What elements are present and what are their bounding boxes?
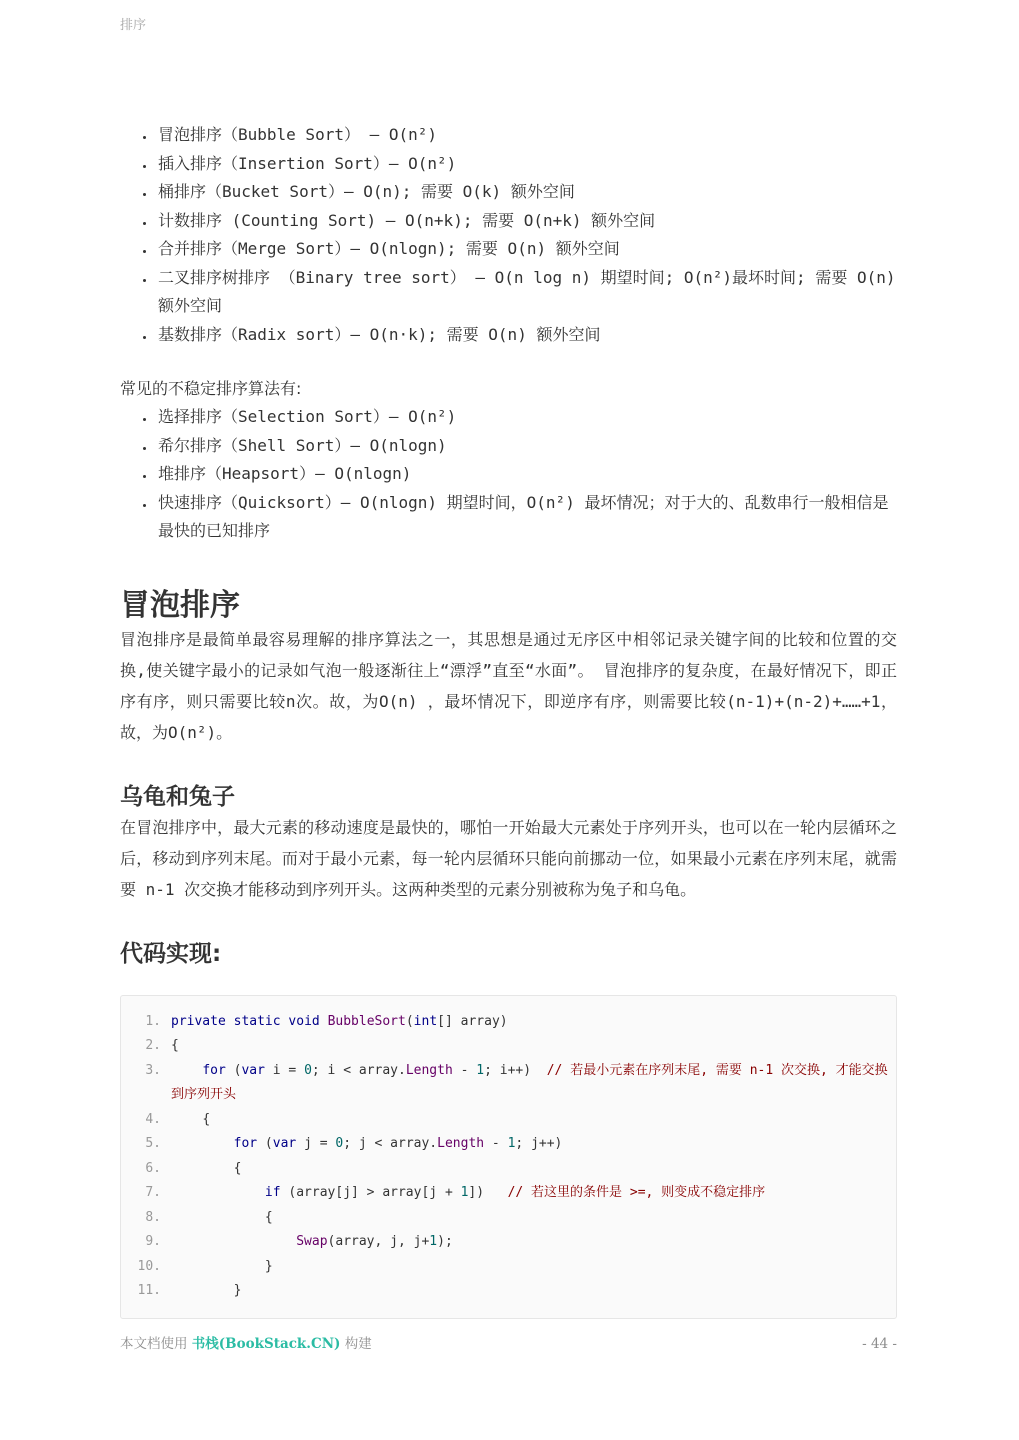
- code-line: [125, 1181, 888, 1206]
- page-number: - 44 -: [862, 1335, 897, 1352]
- code-text: {: [171, 1111, 211, 1127]
- code-line: [125, 1279, 888, 1304]
- code-line: [125, 1230, 888, 1255]
- list-item: • 基数排序（Radix sort）— O(n·k); 需要 O(n) 额外空间: [156, 321, 897, 350]
- code-line: [125, 1206, 888, 1231]
- code-text: for (var i = 0; i < array.Length - 1; i++) // 若最小元素在序列末尾, 需要 n-1 次交换, 才能交换到序列开头: [171, 1062, 888, 1102]
- list-item: • 选择排序（Selection Sort）— O(n²): [156, 403, 897, 432]
- code-text: {: [171, 1209, 273, 1225]
- turtle-rabbit-title: 乌龟和兔子: [120, 783, 235, 810]
- unstable-sort-list: [120, 403, 897, 546]
- code-text: private static void BubbleSort(int[] array): [171, 1013, 508, 1029]
- bubble-sort-paragraph: 冒泡排序是最简单最容易理解的排序算法之一，其思想是通过无序区中相邻记录关键字间的比较和位置的交换,使关键字最小的记录如气泡一般逐渐往上“漂浮”直至“水面”。 冒泡排序的复杂度，在最好情况下，即正序有序，则只需要比较n次。故，为O(n) ，最坏情况下，即逆序有序，则需要比较(n-1)+(n-2)+……+1，故，为O(n²)。: [120, 629, 897, 742]
- stable-sort-list: [120, 121, 897, 349]
- code-line: [125, 1059, 888, 1108]
- code-text: {: [171, 1038, 179, 1053]
- code-impl-title: 代码实现:: [120, 940, 222, 967]
- unstable-intro-text: 常见的不稳定排序算法有:: [120, 379, 302, 398]
- list-item: • 计数排序 (Counting Sort) — O(n+k); 需要 O(n+k) 额外空间: [156, 207, 897, 236]
- page-footer: [120, 1332, 897, 1352]
- code-line: [125, 1157, 888, 1182]
- footer-prefix: 本文档使用: [120, 1335, 192, 1352]
- line-number: 9.: [145, 1234, 161, 1249]
- line-number: 5.: [145, 1136, 161, 1151]
- code-line: [125, 1010, 888, 1035]
- line-number: 2.: [145, 1038, 161, 1053]
- code-text: }: [171, 1258, 273, 1274]
- line-number: 7.: [145, 1185, 161, 1200]
- code-line: [125, 1132, 888, 1157]
- line-number: 1.: [145, 1013, 161, 1029]
- line-number: 4.: [145, 1111, 161, 1127]
- code-text: Swap(array, j, j+1);: [296, 1234, 453, 1249]
- list-item: • 冒泡排序（Bubble Sort） — O(n²): [156, 121, 897, 150]
- line-number: 8.: [145, 1209, 161, 1225]
- line-number: 11.: [137, 1283, 161, 1298]
- turtle-rabbit-paragraph: 在冒泡排序中，最大元素的移动速度是最快的，哪怕一开始最大元素处于序列开头，也可以在一轮内层循环之后，移动到序列末尾。而对于最小元素，每一轮内层循环只能向前挪动一位，如果最小元素在序列末尾，就需要 n-1 次交换才能移动到序列开头。这两种类型的元素分别被称为兔子和乌龟。: [120, 817, 897, 899]
- list-item: • 插入排序（Insertion Sort）— O(n²): [156, 150, 897, 179]
- code-text: if (array[j] > array[j + 1]) // 若这里的条件是 >=, 则变成不稳定排序: [264, 1185, 766, 1200]
- list-item: • 希尔排序（Shell Sort）— O(nlogn): [156, 432, 897, 461]
- code-text: for (var j = 0; j < array.Length - 1; j++): [233, 1136, 563, 1151]
- list-item: • 桶排序（Bucket Sort）— O(n); 需要 O(k) 额外空间: [156, 178, 897, 207]
- code-line: [125, 1034, 888, 1059]
- code-line: [125, 1108, 888, 1133]
- footer-build-note: [120, 1332, 372, 1352]
- code-text: }: [171, 1283, 242, 1298]
- code-line: [125, 1255, 888, 1280]
- page-header-title: 排序: [120, 18, 147, 33]
- list-item: • 二叉排序树排序 （Binary tree sort） — O(n log n) 期望时间; O(n²)最坏时间; 需要 O(n) 额外空间: [156, 264, 897, 321]
- code-text: {: [171, 1160, 242, 1176]
- list-item: • 快速排序（Quicksort）— O(nlogn) 期望时间，O(n²) 最坏情况；对于大的、乱数串行一般相信是最快的已知排序: [156, 489, 897, 546]
- page-content: [120, 121, 897, 1352]
- code-block: [120, 995, 897, 1319]
- footer-suffix: 构建: [340, 1335, 372, 1352]
- bookstack-brand-link[interactable]: 书栈(BookStack.CN): [191, 1335, 341, 1352]
- bubble-sort-title: 冒泡排序: [120, 587, 240, 623]
- list-item: • 合并排序（Merge Sort）— O(nlogn); 需要 O(n) 额外空间: [156, 235, 897, 264]
- list-item: • 堆排序（Heapsort）— O(nlogn): [156, 460, 897, 489]
- line-number: 10.: [137, 1258, 161, 1274]
- line-number: 3.: [145, 1062, 161, 1078]
- line-number: 6.: [145, 1160, 161, 1176]
